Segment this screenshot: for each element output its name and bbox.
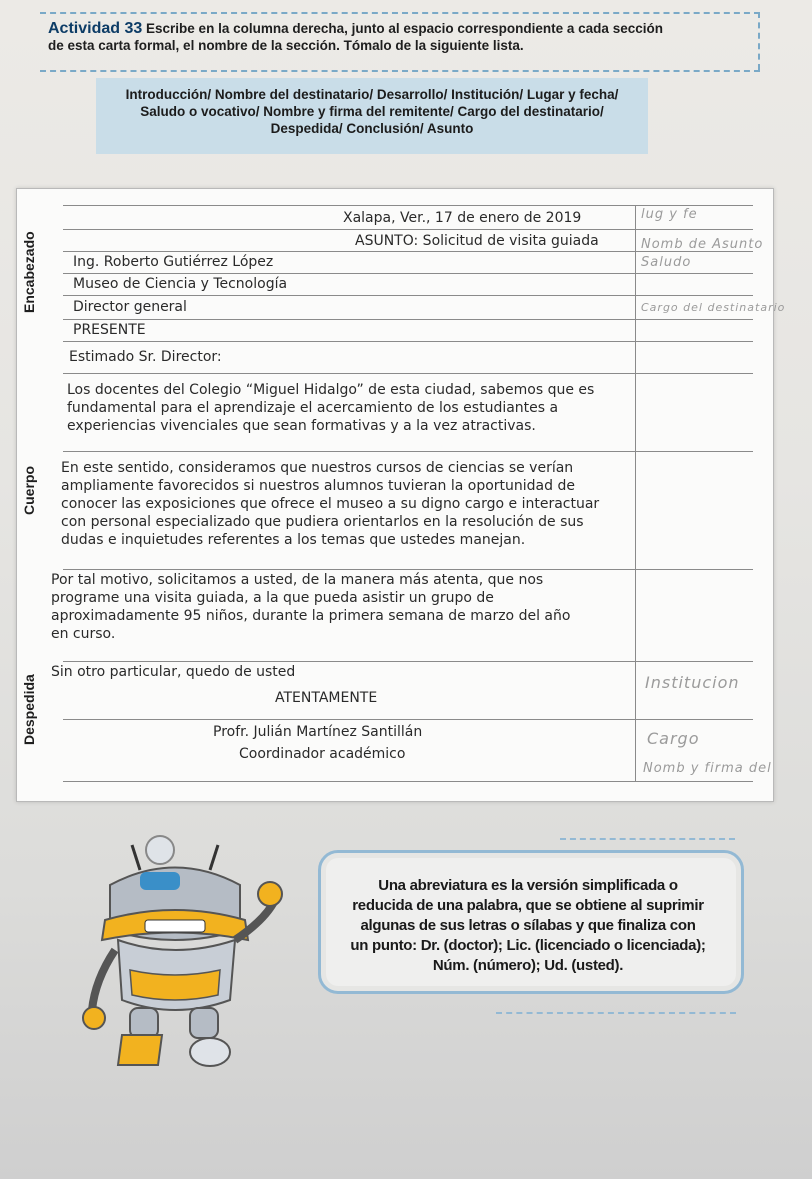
row-divider <box>63 341 753 342</box>
robot-head-lamp <box>146 836 174 864</box>
dashed-border-top <box>40 12 760 14</box>
robot-belt <box>130 970 220 1000</box>
handwritten-answer: lug y fe <box>641 207 698 222</box>
farewell-line: Sin otro particular, quedo de usted <box>51 664 296 680</box>
activity-instructions <box>48 20 748 54</box>
paragraph-1-line: Los docentes del Colegio “Miguel Hidalgo” de esta ciudad, sabemos que es <box>67 382 595 398</box>
word-list-line-3: Despedida/ Conclusión/ Asunto <box>270 121 474 136</box>
instructions-line-2: de esta carta formal, el nombre de la sección. Tómalo de la siguiente lista. <box>48 38 524 53</box>
row-divider <box>63 569 753 570</box>
section-label-closing: Despedida <box>21 674 37 746</box>
paragraph-3-line: programe una visita guiada, a la que pueda asistir un grupo de <box>51 590 494 606</box>
robot-leg-left <box>130 1008 158 1038</box>
recipient-role: Director general <box>73 299 187 315</box>
row-divider <box>63 295 753 296</box>
note-line-1: Una abreviatura es la versión simplificada o <box>378 877 678 894</box>
row-divider <box>63 273 753 274</box>
paragraph-3-line: Por tal motivo, solicitamos a usted, de la manera más atenta, que nos <box>51 572 544 588</box>
handwritten-answer: Saludo <box>641 255 692 270</box>
note-dashed-border <box>560 838 735 840</box>
robot-hand-left <box>83 1007 105 1029</box>
row-divider <box>63 373 753 374</box>
place-and-date: Xalapa, Ver., 17 de enero de 2019 <box>343 210 582 226</box>
robot-foot-right <box>190 1038 230 1066</box>
handwritten-answer: Nomb de Asunto <box>641 237 764 252</box>
word-list-box <box>96 78 648 154</box>
robot-hand-right <box>258 882 282 906</box>
greeting: Estimado Sr. Director: <box>69 349 222 365</box>
robot-arm-left <box>92 950 115 1010</box>
row-divider <box>63 781 753 782</box>
paragraph-1 <box>67 381 637 435</box>
paragraph-1-line: experiencias vivenciales que sean formativas y a la vez atractivas. <box>67 418 536 434</box>
subject-line: ASUNTO: Solicitud de visita guiada <box>355 233 599 249</box>
word-list-line-2: Saludo o vocativo/ Nombre y firma del remitente/ Cargo del destinatario/ <box>140 104 604 119</box>
note-line-3: algunas de sus letras o sílabas y que finaliza con <box>360 917 696 934</box>
section-label-header: Encabezado <box>21 231 37 313</box>
note-line-4: un punto: Dr. (doctor); Lic. (licenciado o licenciada); <box>350 937 706 954</box>
handwritten-answer: Nomb y firma del <box>643 761 772 776</box>
robot-antenna-right <box>210 845 218 870</box>
instructions-line-1: Escribe en la columna derecha, junto al espacio correspondiente a cada sección <box>146 21 663 36</box>
section-label-body: Cuerpo <box>21 466 37 516</box>
paragraph-2-line: con personal especializado que pudiera orientarlos en la resolución de sus <box>61 514 584 530</box>
handwritten-answer: Institucion <box>645 673 740 692</box>
note-line-5: Núm. (número); Ud. (usted). <box>432 957 624 974</box>
note-dashed-border <box>496 1012 736 1014</box>
paragraph-2-line: dudas e inquietudes referentes a los temas que ustedes manejan. <box>61 532 526 548</box>
presente-line: PRESENTE <box>73 322 146 338</box>
row-divider <box>63 451 753 452</box>
paragraph-2-line: ampliamente favorecidos si nuestros alumnos tuvieran la oportunidad de <box>61 478 575 494</box>
robot-leg-right <box>190 1008 218 1038</box>
robot-eyes <box>140 872 180 890</box>
recipient-name: Ing. Roberto Gutiérrez López <box>73 254 274 270</box>
sender-role: Coordinador académico <box>239 746 406 762</box>
paragraph-2 <box>61 459 637 549</box>
activity-title: Actividad 33 <box>48 20 143 37</box>
paragraph-3 <box>51 571 637 643</box>
row-divider <box>63 229 753 230</box>
robot-illustration <box>70 830 320 1080</box>
paragraph-3-line: aproximadamente 95 niños, durante la primera semana de marzo del año <box>51 608 571 624</box>
word-list-line-1: Introducción/ Nombre del destinatario/ Desarrollo/ Institución/ Lugar y fecha/ <box>125 87 619 102</box>
closing-word: ATENTAMENTE <box>275 690 378 706</box>
robot-antenna-left <box>132 845 140 870</box>
note-line-2: reducida de una palabra, que se obtiene al suprimir <box>352 897 704 914</box>
robot-teeth <box>145 920 205 932</box>
row-divider <box>63 205 753 206</box>
formal-letter <box>16 188 786 802</box>
handwritten-answer: Cargo <box>647 729 700 748</box>
row-divider <box>63 319 753 320</box>
institution-name: Museo de Ciencia y Tecnología <box>73 276 288 292</box>
paragraph-3-line: en curso. <box>51 626 116 642</box>
paragraph-2-line: En este sentido, consideramos que nuestros cursos de ciencias se verían <box>61 460 574 476</box>
dashed-border-right <box>758 12 760 70</box>
paragraph-2-line: conocer las exposiciones que ofrece el museo a su digno cargo e interactuar <box>61 496 600 512</box>
handwritten-answer: Cargo del destinatario <box>641 301 786 314</box>
paragraph-1-line: fundamental para el aprendizaje el acercamiento de los estudiantes a <box>67 400 559 416</box>
sender-name: Profr. Julián Martínez Santillán <box>213 724 423 740</box>
robot-foot-left <box>118 1035 162 1065</box>
dashed-border-bottom <box>40 70 760 72</box>
row-divider <box>63 719 753 720</box>
row-divider <box>63 661 753 662</box>
abbreviation-note-text <box>332 876 724 976</box>
